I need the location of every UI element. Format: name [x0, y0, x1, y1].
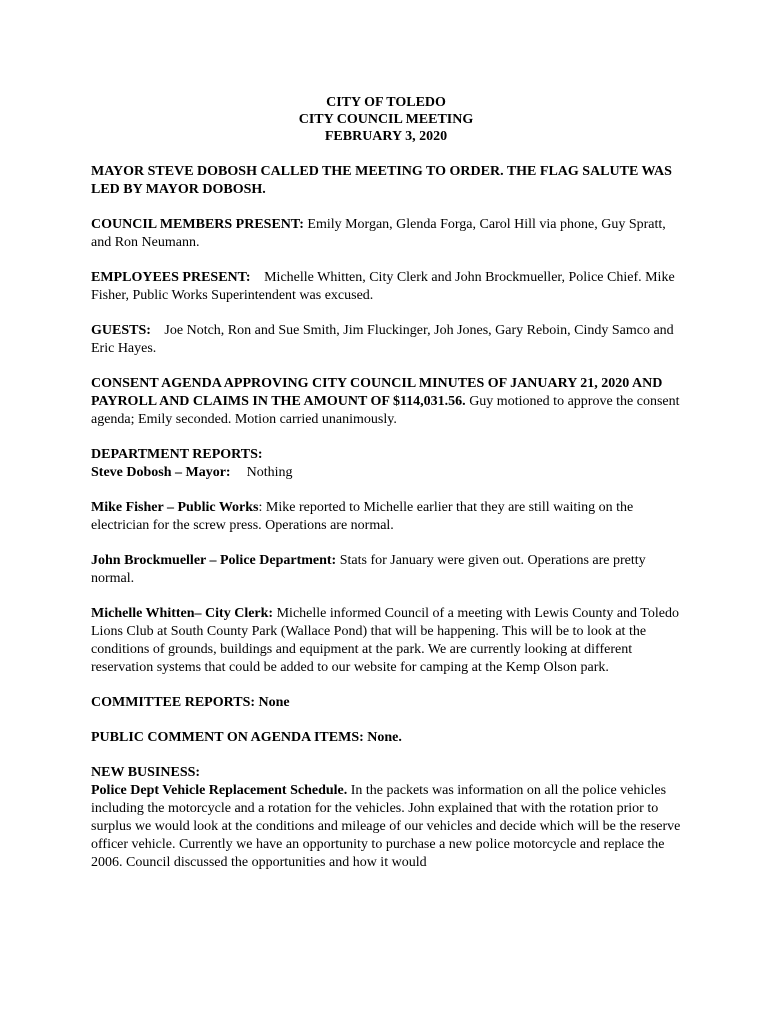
clerk-report-text: Michelle informed Council of a meeting with Lewis County and Toledo Lions Club at South County Park (Wallace Pond) that will be happening. This will be to look at the conditions of grounds, buildings and equipment at the park. We are currently looking at different reservation systems that could be added to our website for camping at the Kemp Olson park.	[91, 606, 679, 675]
committee-reports: COMMITTEE REPORTS: None	[91, 695, 290, 710]
clerk-report-label: Michelle Whitten– City Clerk:	[91, 606, 274, 621]
guests-label: GUESTS:	[91, 323, 151, 338]
public-comment: PUBLIC COMMENT ON AGENDA ITEMS: None.	[91, 730, 402, 745]
council-present-paragraph	[91, 216, 681, 252]
new-business-item-text: In the packets was information on all the police vehicles including the motorcycle and a rotation for the vehicles. John explained that with the rotation prior to surplus we would look at the conditions and mileage of our vehicles and decide which will be the reserve officer vehicle. Currently we have an opportunity to purchase a new police motorcycle and replace the 2006. Council discussed the opportunities and how it would	[91, 783, 681, 870]
mayor-report-label: Steve Dobosh – Mayor:	[91, 465, 231, 480]
document-header	[91, 94, 681, 145]
council-present-text: Emily Morgan, Glenda Forga, Carol Hill via phone, Guy Spratt, and Ron Neumann.	[91, 217, 666, 250]
guests-text: Joe Notch, Ron and Sue Smith, Jim Fluckinger, Joh Jones, Gary Reboin, Cindy Samco and Eric Hayes.	[91, 323, 674, 356]
council-present-label: COUNCIL MEMBERS PRESENT:	[91, 217, 304, 232]
mayor-report-text: Nothing	[246, 465, 293, 480]
department-reports-paragraph	[91, 446, 681, 482]
public-works-report-text: : Mike reported to Michelle earlier that they are still waiting on the electrician for the screw press. Operations are normal.	[91, 500, 634, 533]
clerk-report	[91, 605, 681, 677]
guests-paragraph	[91, 322, 681, 358]
new-business-heading: NEW BUSINESS:	[91, 765, 201, 780]
document-page	[91, 94, 681, 889]
employees-present-paragraph	[91, 269, 681, 305]
call-to-order: MAYOR STEVE DOBOSH CALLED THE MEETING TO ORDER. THE FLAG SALUTE WAS LED BY MAYOR DOBOSH.	[91, 164, 672, 197]
police-report-label: John Brockmueller – Police Department:	[91, 553, 337, 568]
public-works-report-label: Mike Fisher – Public Works	[91, 500, 259, 515]
header-date: FEBRUARY 3, 2020	[324, 129, 448, 144]
consent-agenda-label: CONSENT AGENDA APPROVING CITY COUNCIL MINUTES OF JANUARY 21, 2020 AND PAYROLL AND CLAIMS IN THE AMOUNT OF $114,031.56.	[91, 376, 663, 409]
police-report	[91, 552, 681, 588]
header-meeting: CITY COUNCIL MEETING	[298, 112, 474, 127]
new-business-paragraph	[91, 764, 681, 872]
consent-agenda-paragraph	[91, 375, 681, 429]
employees-present-label: EMPLOYEES PRESENT:	[91, 270, 251, 285]
public-works-report	[91, 499, 681, 535]
new-business-item-label: Police Dept Vehicle Replacement Schedule.	[91, 783, 348, 798]
department-reports-heading: DEPARTMENT REPORTS:	[91, 447, 263, 462]
employees-present-text: Michelle Whitten, City Clerk and John Brockmueller, Police Chief. Mike Fisher, Public Works Superintendent was excused.	[91, 270, 675, 303]
consent-agenda-text: Guy motioned to approve the consent agenda; Emily seconded. Motion carried unanimously.	[91, 394, 680, 427]
police-report-text: Stats for January were given out. Operations are pretty normal.	[91, 553, 646, 586]
header-city: CITY OF TOLEDO	[326, 95, 446, 110]
